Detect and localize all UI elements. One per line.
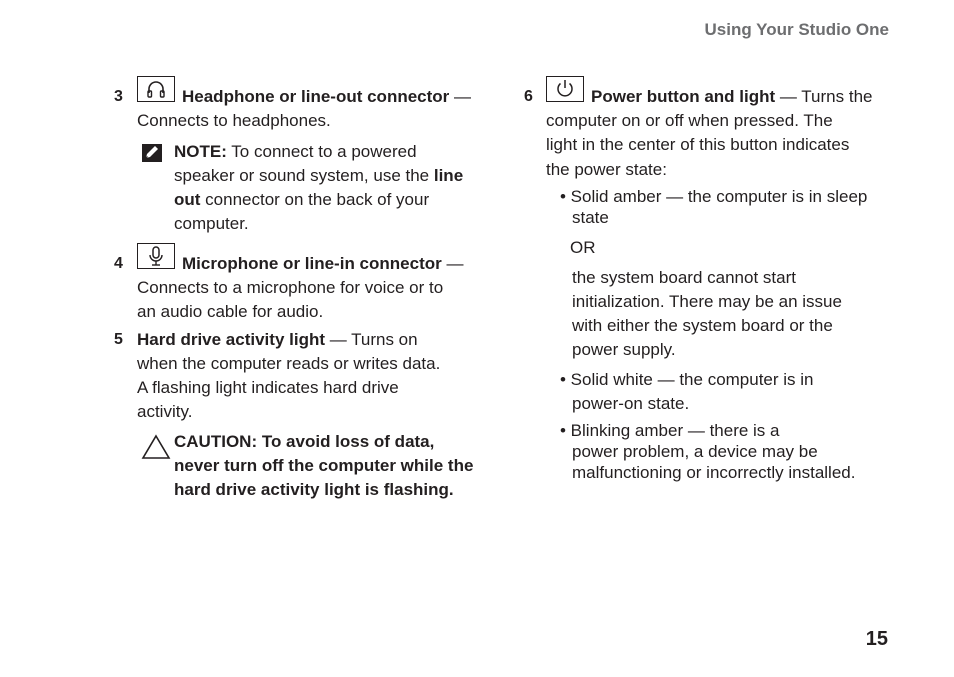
item-5-title: Hard drive activity light — [137, 330, 325, 349]
item-5-line-3: A flashing light indicates hard drive — [137, 378, 399, 397]
item-5-heading — [137, 328, 418, 352]
item-number-5: 5 — [114, 331, 123, 348]
item-3-dash: — — [449, 87, 472, 106]
note-line-3 — [174, 188, 429, 212]
power-icon — [546, 76, 584, 102]
or-label: OR — [570, 238, 596, 257]
bullet-1-line-1: • Solid amber — the computer is in sleep — [560, 187, 868, 206]
item-4-heading — [182, 252, 463, 276]
bullet-1-line-2: state — [572, 208, 609, 227]
note-bold-line: line — [433, 166, 464, 185]
item-6-line-2: computer on or off when pressed. The — [546, 111, 833, 130]
section-title: Using Your Studio One — [704, 20, 889, 39]
item-6-line-4: the power state: — [546, 160, 667, 179]
item-number-6: 6 — [524, 88, 533, 105]
item-4-line-2: an audio cable for audio. — [137, 302, 324, 321]
bullet-3-line-3: malfunctioning or incorrectly installed. — [572, 463, 856, 482]
item-5-line-4: activity. — [137, 402, 193, 421]
or-text-line-1: the system board cannot start — [572, 268, 796, 287]
note-line-1 — [174, 140, 417, 164]
caution-line-2: never turn off the computer while the — [174, 456, 474, 475]
item-4-line-1: Connects to a microphone for voice or to — [137, 278, 444, 297]
or-text-line-4: power supply. — [572, 340, 676, 359]
item-5-line-2: when the computer reads or writes data. — [137, 354, 441, 373]
item-4-dash: — — [441, 254, 464, 273]
item-3-desc: Connects to headphones. — [137, 111, 331, 130]
bullet-3-line-1: • Blinking amber — there is a — [560, 421, 780, 440]
microphone-icon — [137, 243, 175, 269]
note-pencil-icon — [142, 144, 162, 167]
headphone-icon — [137, 76, 175, 102]
bullet-2-line-1: • Solid white — the computer is in — [560, 370, 814, 389]
caution-triangle-icon — [141, 434, 171, 465]
note-label: NOTE: — [174, 142, 227, 161]
note-text-2: speaker or sound system, use the — [174, 166, 434, 185]
or-text-line-3: with either the system board or the — [572, 316, 833, 335]
or-text-line-2: initialization. There may be an issue — [572, 292, 842, 311]
item-number-3: 3 — [114, 88, 123, 105]
item-5-line-1: — Turns on — [325, 330, 418, 349]
item-number-4: 4 — [114, 255, 123, 272]
item-4-title: Microphone or line-in connector — [182, 254, 442, 273]
note-text-1: To connect to a powered — [226, 142, 417, 161]
item-6-line-1: — Turns the — [775, 87, 873, 106]
note-line-4: computer. — [174, 214, 249, 233]
item-6-line-3: light in the center of this button indicates — [546, 135, 850, 154]
note-text-3: connector on the back of your — [200, 190, 430, 209]
item-3-heading — [182, 85, 471, 109]
page-number: 15 — [865, 628, 888, 650]
note-bold-out: out — [174, 190, 201, 209]
item-6-heading — [591, 85, 872, 109]
caution-line-3: hard drive activity light is flashing. — [174, 480, 454, 499]
bullet-2-line-2: power-on state. — [572, 394, 690, 413]
item-3-title: Headphone or line-out connector — [182, 87, 450, 106]
item-6-title: Power button and light — [591, 87, 776, 106]
caution-line-1: CAUTION: To avoid loss of data, — [174, 432, 435, 451]
note-line-2 — [174, 164, 463, 188]
bullet-3-line-2: power problem, a device may be — [572, 442, 818, 461]
